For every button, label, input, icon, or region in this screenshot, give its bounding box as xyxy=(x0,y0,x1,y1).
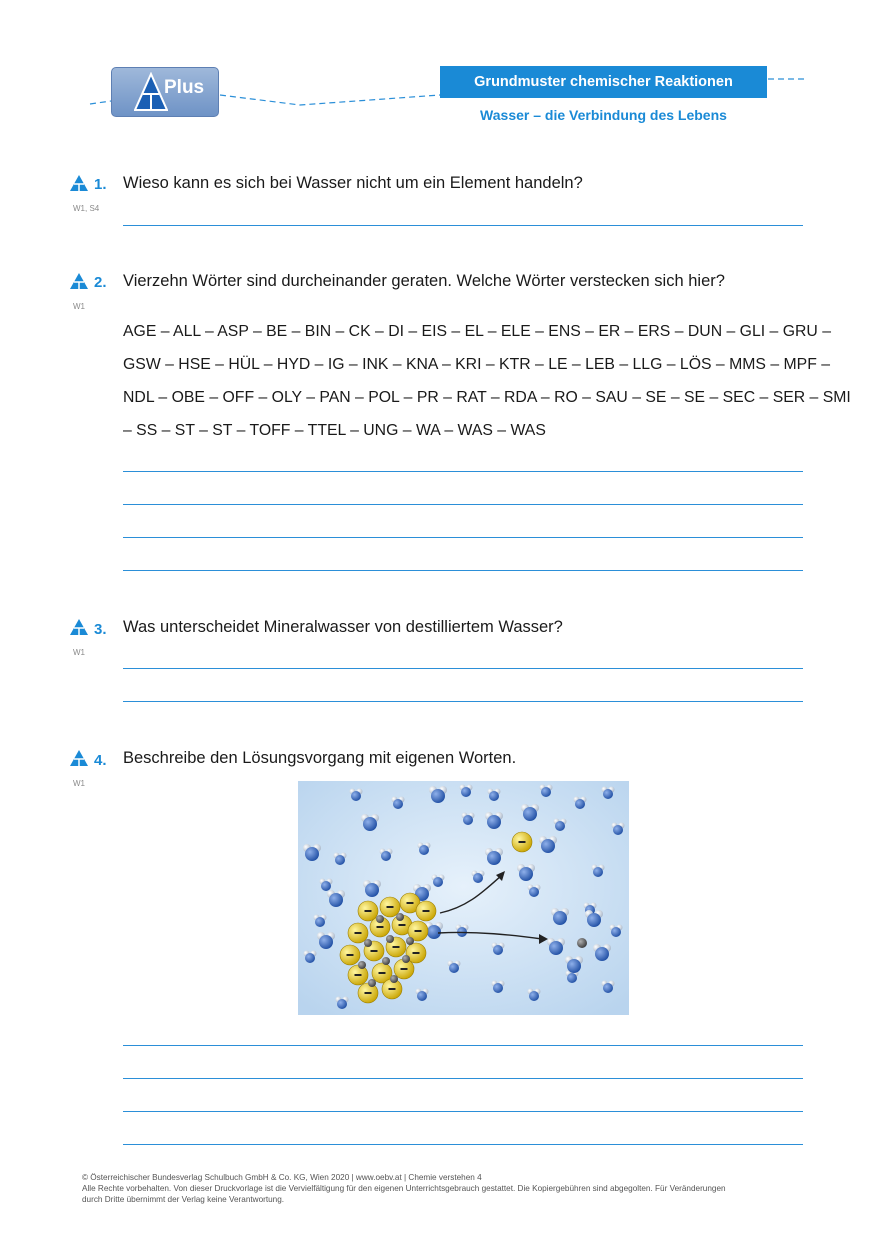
answer-line[interactable] xyxy=(123,1111,803,1112)
scrambled-syllables-line: NDL – OBE – OFF – OLY – PAN – POL – PR – RAT – RDA – RO – SAU – SE – SE – SEC – SER – SMI xyxy=(123,389,851,406)
question-text: Was unterscheidet Mineralwasser von destilliertem Wasser? xyxy=(123,618,563,636)
pyramid-icon xyxy=(69,618,89,636)
scrambled-syllables-line: GSW – HSE – HÜL – HYD – IG – INK – KNA – KRI – KTR – LE – LEB – LLG – LÖS – MMS – MPF – xyxy=(123,356,831,373)
scrambled-syllables-line: – SS – ST – ST – TOFF – TTEL – UNG – WA – WAS – WAS xyxy=(123,422,546,439)
question-number: 1. xyxy=(94,176,107,193)
answer-line[interactable] xyxy=(123,570,803,571)
competency-code: W1 xyxy=(73,779,85,788)
plus-logo xyxy=(111,67,219,117)
answer-line[interactable] xyxy=(123,471,803,472)
answer-line[interactable] xyxy=(123,701,803,702)
answer-line[interactable] xyxy=(123,1045,803,1046)
chapter-ribbon xyxy=(440,66,767,98)
pyramid-icon xyxy=(69,174,89,192)
competency-code: W1, S4 xyxy=(73,204,100,213)
question-number: 4. xyxy=(94,752,107,769)
chapter-title: Grundmuster chemischer Reaktionen xyxy=(474,74,733,90)
answer-line[interactable] xyxy=(123,537,803,538)
page-subtitle: Wasser – die Verbindung des Lebens xyxy=(480,107,727,123)
footer-line: durch Dritte übernimmt der Verlag keine Verantwortung. xyxy=(82,1195,285,1204)
question-text: Wieso kann es sich bei Wasser nicht um ein Element handeln? xyxy=(123,174,583,192)
question-text: Beschreibe den Lösungsvorgang mit eigenen Worten. xyxy=(123,749,517,767)
copyright-footer xyxy=(82,1172,802,1205)
answer-line[interactable] xyxy=(123,1144,803,1145)
scrambled-syllables-line: AGE – ALL – ASP – BE – BIN – CK – DI – EIS – EL – ELE – ENS – ER – ERS – DUN – GLI – GRU – xyxy=(123,323,831,340)
dissolution-illustration xyxy=(298,781,629,1015)
footer-line: Alle Rechte vorbehalten. Von dieser Druckvorlage ist die Vervielfältigung für den eigenen Unterrichtsgebrauch gestattet. Die Kopiergebühren sind abgegolten. Für Veränderungen xyxy=(82,1184,726,1193)
question-number: 3. xyxy=(94,621,107,638)
competency-code: W1 xyxy=(73,648,85,657)
answer-line[interactable] xyxy=(123,225,803,226)
answer-line[interactable] xyxy=(123,1078,803,1079)
question-text: Vierzehn Wörter sind durcheinander geraten. Welche Wörter verstecken sich hier? xyxy=(123,272,725,290)
answer-line[interactable] xyxy=(123,668,803,669)
question-number: 2. xyxy=(94,274,107,291)
pyramid-icon xyxy=(69,272,89,290)
logo-text: Plus xyxy=(164,77,205,98)
competency-code: W1 xyxy=(73,302,85,311)
pyramid-icon xyxy=(69,749,89,767)
answer-line[interactable] xyxy=(123,504,803,505)
pyramid-icon xyxy=(134,72,168,112)
footer-line: © Österreichischer Bundesverlag Schulbuch GmbH & Co. KG, Wien 2020 | www.oebv.at | Chemie verstehen 4 xyxy=(82,1173,482,1182)
